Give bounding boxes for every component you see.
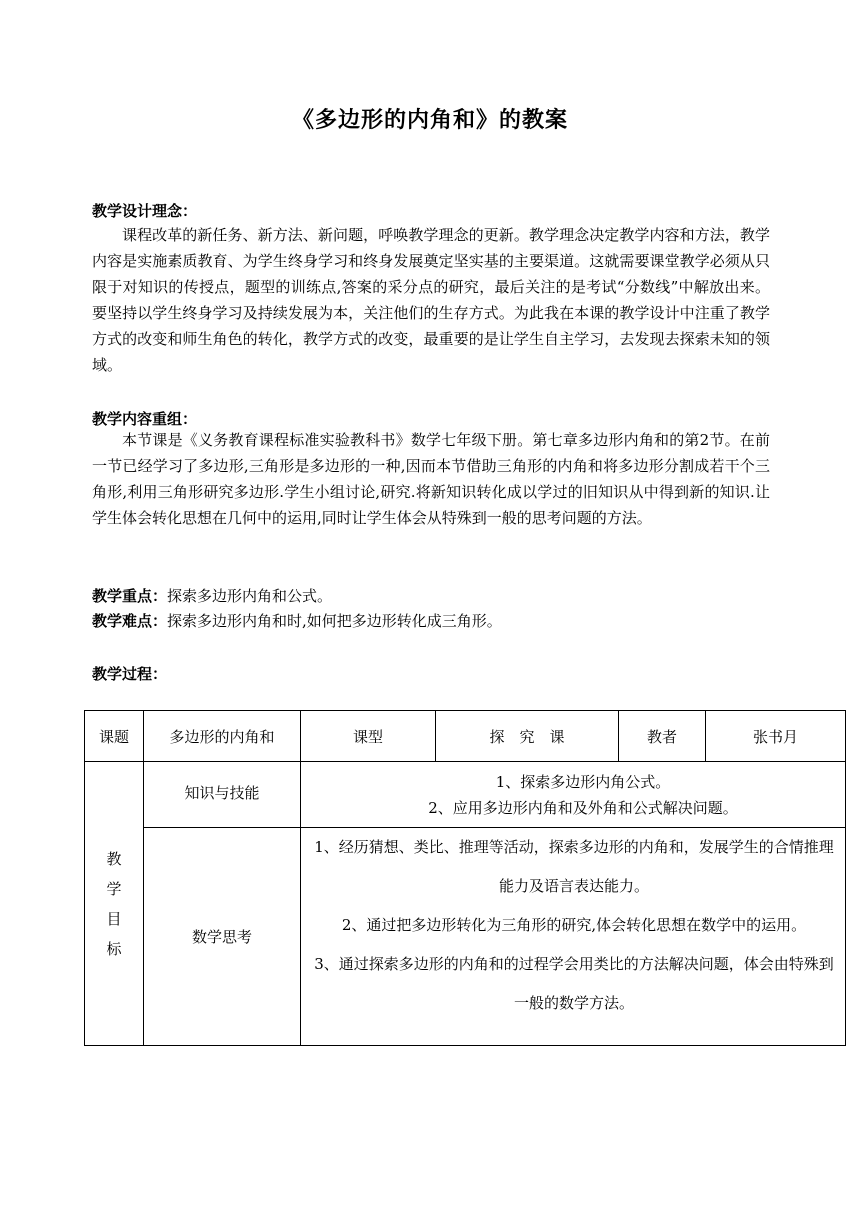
difficulty bbox=[92, 610, 502, 631]
content-reorg-paragraph: 本节课是《义务教育课程标准实验教科书》数学七年级下册。第七章多边形内角和的第2节。在前一节已经学习了多边形,三角形是多边形的一种,因而本节借助三角形的内角和将多边形分割成若干个三角形,利用三角形研究多边形.学生小组讨论,研究.将新知识转化成以学过的旧知识从中得到新的知识.让学生体会转化思想在几何中的运用,同时让学生体会从特殊到一般的思考问题的方法。 bbox=[92, 431, 770, 527]
thinking-row bbox=[85, 828, 846, 1046]
type-value: 探 究 课 bbox=[436, 711, 619, 762]
teacher-value: 张书月 bbox=[706, 711, 846, 762]
goals-label-char: 教 bbox=[106, 849, 122, 868]
list-item: 2、通过把多边形转化为三角形的研究,体会转化思想在数学中的运用。 bbox=[341, 916, 807, 934]
goals-label bbox=[85, 762, 144, 1046]
list-item: 2、应用多边形内角和及外角和公式解决问题。 bbox=[428, 798, 738, 817]
page-title: 《多边形的内角和》的教案 bbox=[291, 107, 568, 133]
knowledge-items bbox=[301, 762, 846, 828]
list-item: 1、探索多边形内角公式。 bbox=[495, 772, 671, 791]
goals-label-char: 学 bbox=[106, 879, 122, 898]
key-point-label: 教学重点 bbox=[92, 587, 153, 605]
design-concept-heading: 教学设计理念： bbox=[92, 202, 198, 220]
process-heading: 教学过程： bbox=[92, 665, 168, 683]
difficulty-separator: ： bbox=[152, 612, 168, 630]
lesson-table bbox=[84, 710, 846, 1046]
key-point-value: 探索多边形内角和公式。 bbox=[167, 587, 333, 605]
design-concept-paragraph: 课程改革的新任务、新方法、新问题，呼唤教学理念的更新。教学理念决定教学内容和方法，教学内容是实施素质教育、为学生终身学习和终身发展奠定坚实基的主要渠道。这就需要课堂教学必须从只限于对知识的传授点，题型的训练点,答案的采分点的研究，最后关注的是考试“分数线”中解放出来。要坚持以学生终身学习及持续发展为本，关注他们的生存方式。为此我在本课的教学设计中注重了教学方式的改变和师生角色的转化，教学方式的改变，最重要的是让学生自主学习，去发现去探索未知的领域。 bbox=[92, 226, 770, 374]
key-point bbox=[92, 585, 332, 606]
knowledge-label: 知识与技能 bbox=[144, 762, 301, 828]
list-item: 3、通过探索多边形的内角和的过程学会用类比的方法解决问题，体会由特殊到一般的数学方法。 bbox=[314, 955, 834, 1012]
content-reorg-heading: 教学内容重组： bbox=[92, 410, 198, 428]
list-item: 1、经历猜想、类比、推理等活动，探索多边形的内角和，发展学生的合情推理能力及语言表达能力。 bbox=[314, 838, 834, 895]
goals-label-char: 标 bbox=[106, 939, 122, 958]
content-reorg-text bbox=[92, 427, 770, 531]
table-header-row bbox=[85, 711, 846, 762]
key-point-separator: ： bbox=[152, 587, 168, 605]
topic-value: 多边形的内角和 bbox=[144, 711, 301, 762]
thinking-items bbox=[301, 828, 846, 1046]
design-concept-text bbox=[92, 222, 770, 378]
knowledge-row bbox=[85, 762, 846, 828]
teacher-label: 教者 bbox=[619, 711, 706, 762]
topic-label: 课题 bbox=[85, 711, 144, 762]
difficulty-label: 教学难点 bbox=[92, 612, 153, 630]
type-label: 课型 bbox=[301, 711, 436, 762]
goals-label-char: 目 bbox=[106, 909, 122, 928]
difficulty-value: 探索多边形内角和时,如何把多边形转化成三角形。 bbox=[167, 612, 502, 630]
thinking-label: 数学思考 bbox=[144, 828, 301, 1046]
